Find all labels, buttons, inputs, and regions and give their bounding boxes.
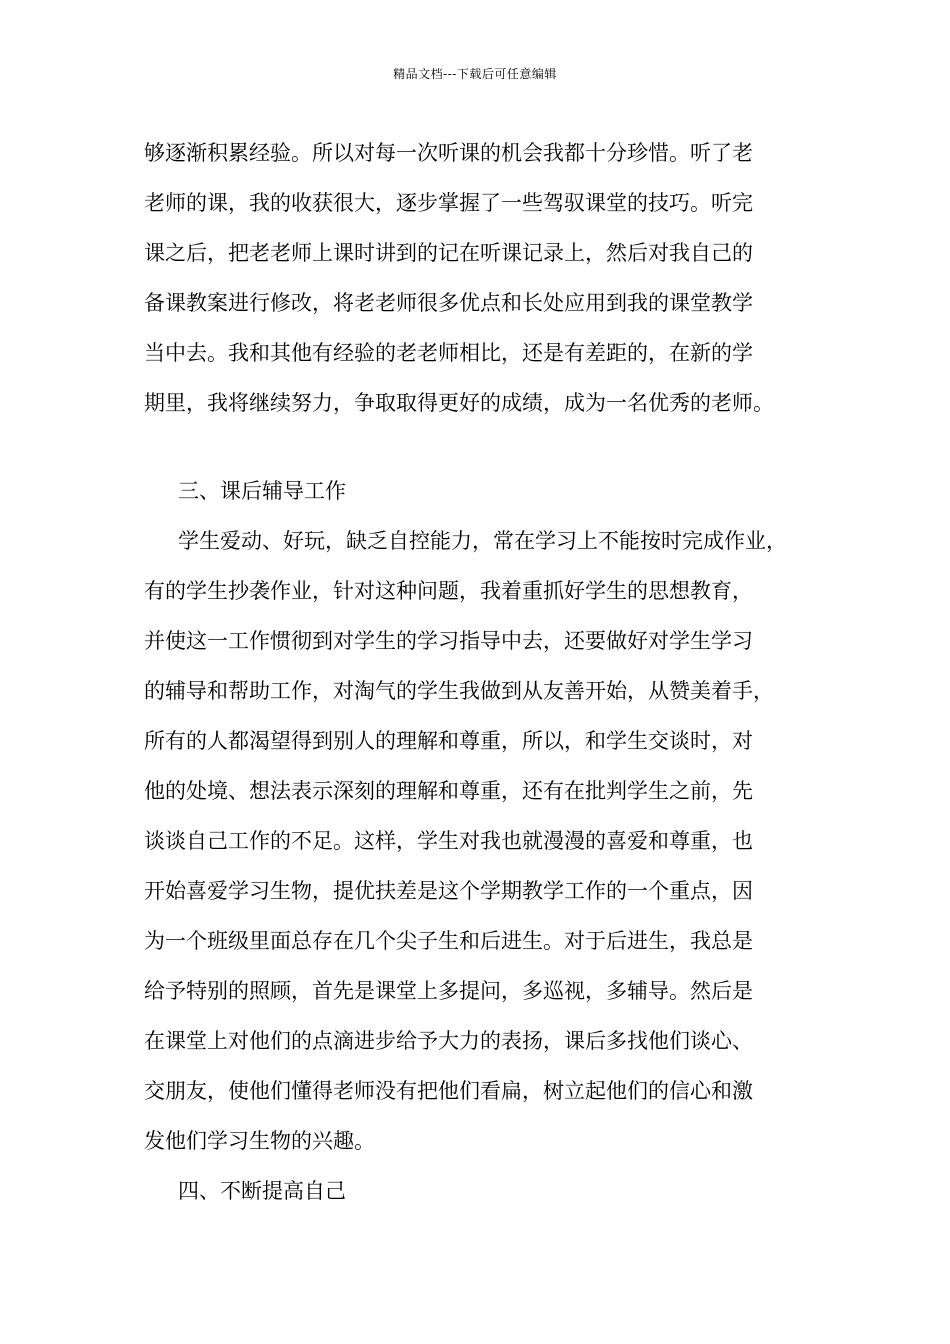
paragraph-spacer: [144, 428, 834, 466]
text-line: 当中去。我和其他有经验的老老师相比，还是有差距的，在新的学: [144, 341, 753, 365]
text-line: 学生爱动、好玩，缺乏自控能力，常在学习上不能按时完成作业，: [178, 529, 787, 553]
text-line: 为一个班级里面总存在几个尖子生和后进生。对于后进生，我总是: [144, 929, 753, 953]
document-body: [144, 128, 834, 1216]
text-line: 交朋友，使他们懂得老师没有把他们看扁，树立起他们的信心和激: [144, 1079, 753, 1103]
page-header: 精品文档---下载后可任意编辑: [393, 67, 557, 81]
text-line: 老师的课，我的收获很大，逐步掌握了一些驾驭课堂的技巧。听完: [144, 191, 753, 215]
text-line: 并使这一工作惯彻到对学生的学习指导中去，还要做好对学生学习: [144, 629, 753, 653]
paragraph-tutoring: [144, 516, 834, 1166]
text-line: 发他们学习生物的兴趣。: [144, 1129, 375, 1153]
text-line: 课之后，把老老师上课时讲到的记在听课记录上，然后对我自己的: [144, 241, 753, 265]
text-line: 所有的人都渴望得到别人的理解和尊重，所以，和学生交谈时，对: [144, 729, 753, 753]
text-line: 备课教案进行修改，将老老师很多优点和长处应用到我的课堂教学: [144, 291, 753, 315]
text-line: 给予特别的照顾，首先是课堂上多提问，多巡视，多辅导。然后是: [144, 979, 753, 1003]
text-line: 在课堂上对他们的点滴进步给予大力的表扬，课后多找他们谈心、: [144, 1029, 753, 1053]
text-line: 期里，我将继续努力，争取取得更好的成绩，成为一名优秀的老师。: [144, 391, 774, 415]
text-line: 他的处境、想法表示深刻的理解和尊重，还有在批判学生之前，先: [144, 779, 753, 803]
text-line: 的辅导和帮助工作，对淘气的学生我做到从友善开始，从赞美着手，: [144, 679, 774, 703]
section-heading-after-class-tutoring: 三、课后辅导工作: [178, 479, 346, 503]
text-line: 谈谈自己工作的不足。这样，学生对我也就漫漫的喜爱和尊重，也: [144, 829, 753, 853]
text-line: 开始喜爱学习生物，提优扶差是这个学期教学工作的一个重点，因: [144, 879, 753, 903]
text-line: 有的学生抄袭作业，针对这种问题，我着重抓好学生的思想教育，: [144, 579, 753, 603]
paragraph-experience: [144, 128, 834, 428]
text-line: 够逐渐积累经验。所以对每一次听课的机会我都十分珍惜。听了老: [144, 141, 753, 165]
section-heading-self-improvement: 四、不断提高自己: [178, 1179, 346, 1203]
